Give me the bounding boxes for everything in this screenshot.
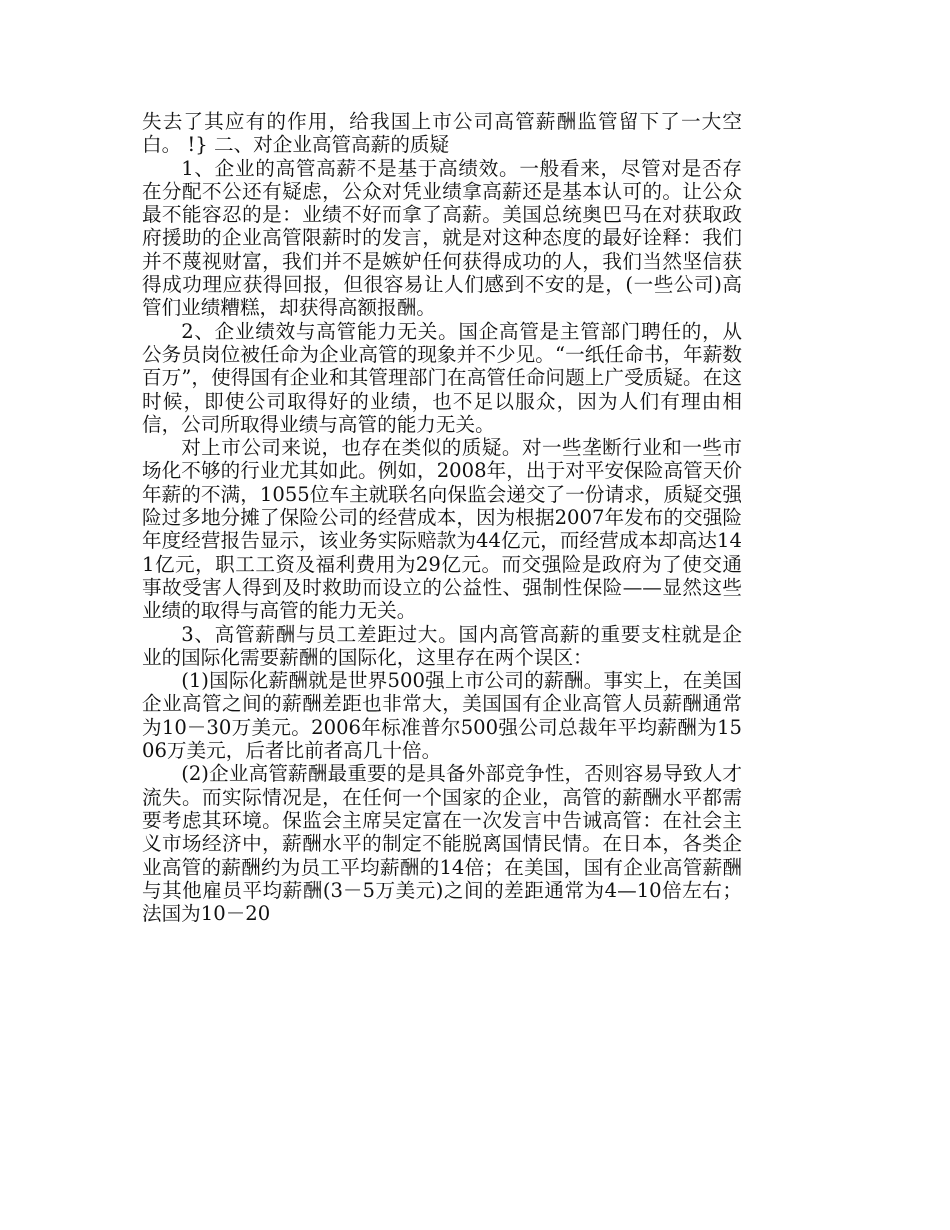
paragraph-listed-companies: 对上市公司来说，也存在类似的质疑。对一些垄断行业和一些市场化不够的行业尤其如此。例如，2008年，出于对平安保险高管天价年薪的不满，1055位车主就联名向保监会递交了一份请求，质疑交强险过多地分摊了保险公司的经营成本，因为根据2007年发布的交强险年度经营报告显示，该业务实际赔款为44亿元，而经营成本却高达141亿元，职工工资及福利费用为29亿元。而交强险是政府为了使交通事故受害人得到及时救助而设立的公益性、强制性保险——显然这些业绩的取得与高管的能力无关。: [142, 436, 742, 623]
paragraph-point-2: 2、企业绩效与高管能力无关。国企高管是主管部门聘任的，从公务员岗位被任命为企业高管的现象并不少见。“一纸任命书，年薪数百万”，使得国有企业和其管理部门在高管任命问题上广受质疑。在这时候，即使公司取得好的业绩，也不足以服众，因为人们有理由相信，公司所取得业绩与高管的能力无关。: [142, 319, 742, 436]
document-body: [142, 110, 742, 925]
paragraph-misconception-1: (1)国际化薪酬就是世界500强上市公司的薪酬。事实上，在美国企业高管之间的薪酬差距也非常大，美国国有企业高管人员薪酬通常为10－30万美元。2006年标准普尔500强公司总裁年平均薪酬为1506万美元，后者比前者高几十倍。: [142, 669, 742, 763]
paragraph-misconception-2: (2)企业高管薪酬最重要的是具备外部竞争性，否则容易导致人才流失。而实际情况是，在任何一个国家的企业，高管的薪酬水平都需要考虑其环境。保监会主席吴定富在一次发言中告诫高管：在社会主义市场经济中，薪酬水平的制定不能脱离国情民情。在日本，各类企业高管的薪酬约为员工平均薪酬的14倍；在美国，国有企业高管薪酬与其他雇员平均薪酬(3－5万美元)之间的差距通常为4—10倍左右；法国为10－20: [142, 762, 742, 926]
paragraph-point-1: 1、企业的高管高薪不是基于高绩效。一般看来，尽管对是否存在分配不公还有疑虑，公众对凭业绩拿高薪还是基本认可的。让公众最不能容忍的是：业绩不好而拿了高薪。美国总统奥巴马在对获取政府援助的企业高管限薪时的发言，就是对这种态度的最好诠释：我们并不蔑视财富，我们并不是嫉妒任何获得成功的人，我们当然坚信获得成功理应获得回报，但很容易让人们感到不安的是，(一些公司)高管们业绩糟糕，却获得高额报酬。: [142, 156, 742, 320]
paragraph-point-3: 3、高管薪酬与员工差距过大。国内高管高薪的重要支柱就是企业的国际化需要薪酬的国际化，这里存在两个误区：: [142, 622, 742, 669]
paragraph-intro: 失去了其应有的作用，给我国上市公司高管薪酬监管留下了一大空白。 !} 二、对企业高管高薪的质疑: [142, 110, 742, 157]
